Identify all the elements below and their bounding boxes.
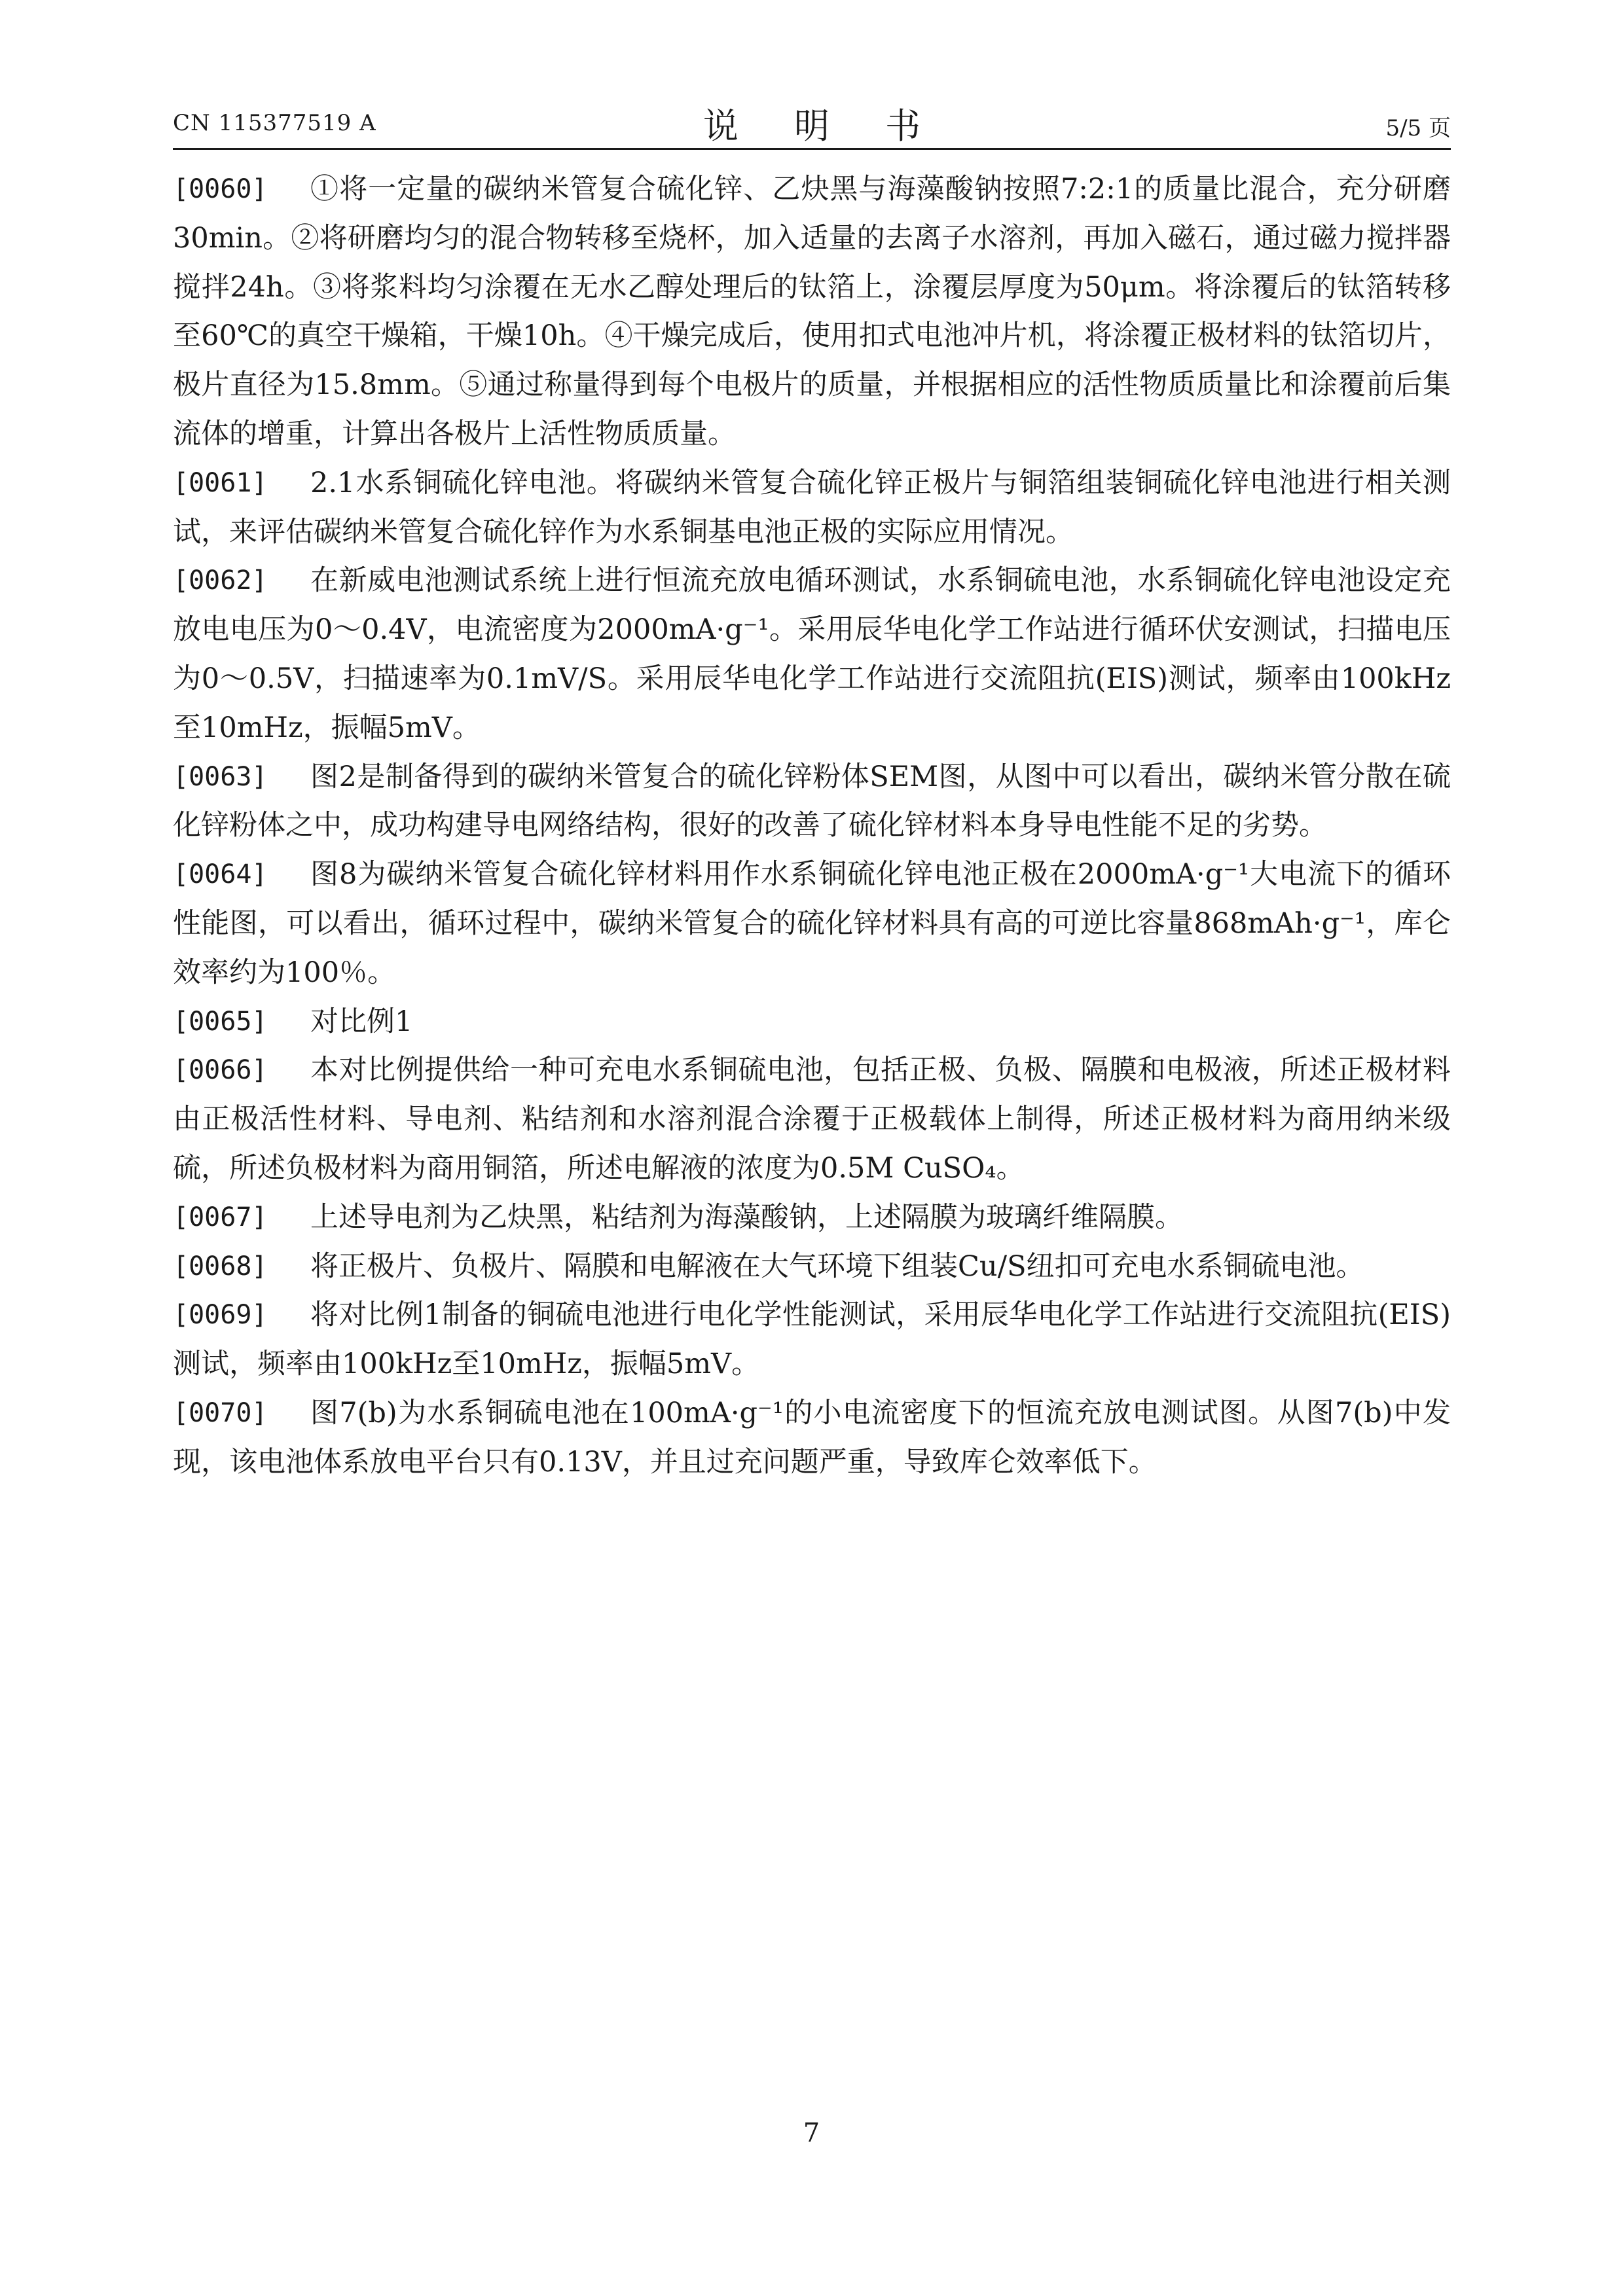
paragraph-number: [0067] bbox=[173, 1202, 268, 1232]
paragraph-text: 上述导电剂为乙炔黑，粘结剂为海藻酸钠，上述隔膜为玻璃纤维隔膜。 bbox=[310, 1200, 1183, 1234]
paragraph-number: [0070] bbox=[173, 1397, 268, 1428]
paragraph-number: [0063] bbox=[173, 761, 268, 792]
page-header bbox=[173, 98, 1451, 147]
document-title: 说 明 书 bbox=[702, 105, 943, 147]
paragraph-0065 bbox=[173, 997, 1451, 1047]
paragraph-0060 bbox=[173, 165, 1451, 459]
paragraph-text: 本对比例提供给一种可充电水系铜硫电池，包括正极、负极、隔膜和电极液，所述正极材料由正极活性材料、导电剂、粘结剂和水溶剂混合涂覆于正极载体上制得，所述正极材料为商用纳米级硫，所述负极材料为商用铜箔，所述电解液的浓度为0.5M CuSO₄。 bbox=[173, 1054, 1451, 1185]
paragraph-0063 bbox=[173, 753, 1451, 851]
paragraph-0070 bbox=[173, 1389, 1451, 1487]
paragraph-text: 图7(b)为水系铜硫电池在100mA·g⁻¹的小电流密度下的恒流充放电测试图。从图7(b)中发现，该电池体系放电平台只有0.13V，并且过充问题严重，导致库仑效率低下。 bbox=[173, 1396, 1451, 1479]
document-body bbox=[173, 165, 1451, 1487]
paragraph-text: 在新威电池测试系统上进行恒流充放电循环测试，水系铜硫电池，水系铜硫化锌电池设定充放电电压为0～0.4V，电流密度为2000mA·g⁻¹。采用辰华电化学工作站进行循环伏安测试，扫描电压为0～0.5V，扫描速率为0.1mV/S。采用辰华电化学工作站进行交流阻抗(EIS)测试，频率由100kHz至10mHz，振幅5mV。 bbox=[173, 564, 1451, 744]
paragraph-0068 bbox=[173, 1242, 1451, 1291]
paragraph-text: 将对比例1制备的铜硫电池进行电化学性能测试，采用辰华电化学工作站进行交流阻抗(EIS)测试，频率由100kHz至10mHz，振幅5mV。 bbox=[173, 1299, 1451, 1381]
paragraph-text: 图8为碳纳米管复合硫化锌材料用作水系铜硫化锌电池正极在2000mA·g⁻¹大电流下的循环性能图，可以看出，循环过程中，碳纳米管复合的硫化锌材料具有高的可逆比容量868mAh·g⁻¹，库仑效率约为100％。 bbox=[173, 858, 1451, 989]
page-number: 7 bbox=[803, 2118, 820, 2148]
paragraph-0061 bbox=[173, 459, 1451, 557]
header-rule bbox=[173, 148, 1451, 150]
paragraph-number: [0068] bbox=[173, 1251, 268, 1282]
paragraph-number: [0061] bbox=[173, 467, 268, 498]
paragraph-text: 对比例1 bbox=[310, 1005, 413, 1038]
paragraph-number: [0062] bbox=[173, 565, 268, 596]
page-indicator: 5/5 页 bbox=[1385, 115, 1451, 141]
paragraph-0069 bbox=[173, 1291, 1451, 1389]
paragraph-number: [0065] bbox=[173, 1006, 268, 1037]
paragraph-text: 将正极片、负极片、隔膜和电解液在大气环境下组装Cu/S纽扣可充电水系铜硫电池。 bbox=[310, 1249, 1364, 1283]
paragraph-0066 bbox=[173, 1046, 1451, 1193]
paragraph-number: [0069] bbox=[173, 1300, 268, 1331]
paragraph-text: 2.1水系铜硫化锌电池。将碳纳米管复合硫化锌正极片与铜箔组装铜硫化锌电池进行相关测试，来评估碳纳米管复合硫化锌作为水系铜基电池正极的实际应用情况。 bbox=[173, 466, 1451, 548]
document-number: CN 115377519 A bbox=[173, 110, 376, 136]
paragraph-0064 bbox=[173, 850, 1451, 997]
paragraph-number: [0066] bbox=[173, 1055, 268, 1086]
paragraph-0067 bbox=[173, 1193, 1451, 1242]
paragraph-text: ①将一定量的碳纳米管复合硫化锌、乙炔黑与海藻酸钠按照7:2:1的质量比混合，充分研磨30min。②将研磨均匀的混合物转移至烧杯，加入适量的去离子水溶剂，再加入磁石，通过磁力搅拌器搅拌24h。③将浆料均匀涂覆在无水乙醇处理后的钛箔上，涂覆层厚度为50μm。将涂覆后的钛箔转移至60℃的真空干燥箱，干燥10h。④干燥完成后，使用扣式电池冲片机，将涂覆正极材料的钛箔切片，极片直径为15.8mm。⑤通过称量得到每个电极片的质量，并根据相应的活性物质质量比和涂覆前后集流体的增重，计算出各极片上活性物质质量。 bbox=[173, 173, 1451, 450]
paragraph-0062 bbox=[173, 556, 1451, 752]
paragraph-text: 图2是制备得到的碳纳米管复合的硫化锌粉体SEM图，从图中可以看出，碳纳米管分散在硫化锌粉体之中，成功构建导电网络结构，很好的改善了硫化锌材料本身导电性能不足的劣势。 bbox=[173, 760, 1451, 842]
paragraph-number: [0060] bbox=[173, 174, 268, 204]
paragraph-number: [0064] bbox=[173, 859, 268, 890]
